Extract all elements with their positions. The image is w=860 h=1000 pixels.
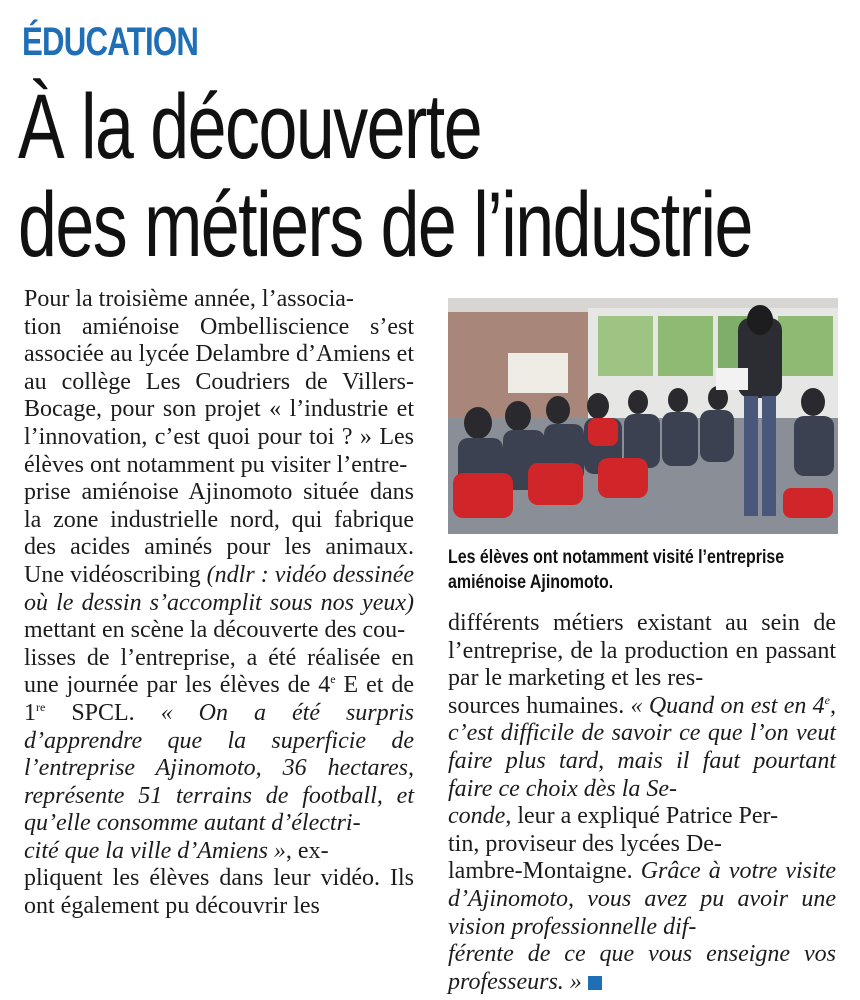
- headline-line-1: À la découverte: [18, 76, 482, 178]
- headline-line-2: des métiers de l’industrie: [18, 174, 752, 276]
- article-column-right: différents métiers existant au sein de l’entreprise, de la production en passant par le marketing et les res- sources humaines. « Quand on est en 4e, c’est difficile de savoir ce que l’on veut faire plus tard, mais il faut pourtant faire ce choix dès la Se- conde, leur a expliqué Patrice Per- tin, proviseur des lycées De- lambre-Montaigne. Grâce à votre visite d’Ajinomoto, vous avez pu avoir une vision professionnelle dif- férente de ce que vous enseigne vos professeurs. »: [448, 610, 837, 995]
- article-column-left: Pour la troisième année, l’associa- tion amiénoise Ombelliscience s’est associée au lycée Delambre d’Amiens et au collège Les Coudriers de Villers-Bocage, pour son projet « l’industrie et l’innovation, c’est quoi pour toi ? » Les élèves ont notamment pu visiter l’entre- prise amiénoise Ajinomoto située dans la zone industrielle nord, qui fabrique des acides aminés pour les animaux. Une vidéoscribing (ndlr : vidéo dessinée où le dessin s’accomplit sous nos yeux) mettant en scène la découverte des cou- lisses de l’entreprise, a été réalisée en une journée par les élèves de 4e E et de 1re SPCL. « On a été surpris d’apprendre que la superficie de l’entreprise Ajinomoto, 36 hectares, représente 51 terrains de football, et qu’elle consomme autant d’électri- cité que la ville d’Amiens », ex- pliquent les élèves dans leur vidéo. Ils ont également pu découvrir les: [24, 286, 414, 920]
- end-of-article-square-icon: [588, 976, 602, 990]
- section-label: ÉDUCATION: [22, 20, 199, 64]
- article-photo: [448, 298, 838, 534]
- headline: [18, 78, 778, 274]
- photo-caption: Les élèves ont notamment visité l’entreprise amiénoise Ajinomoto.: [448, 547, 785, 593]
